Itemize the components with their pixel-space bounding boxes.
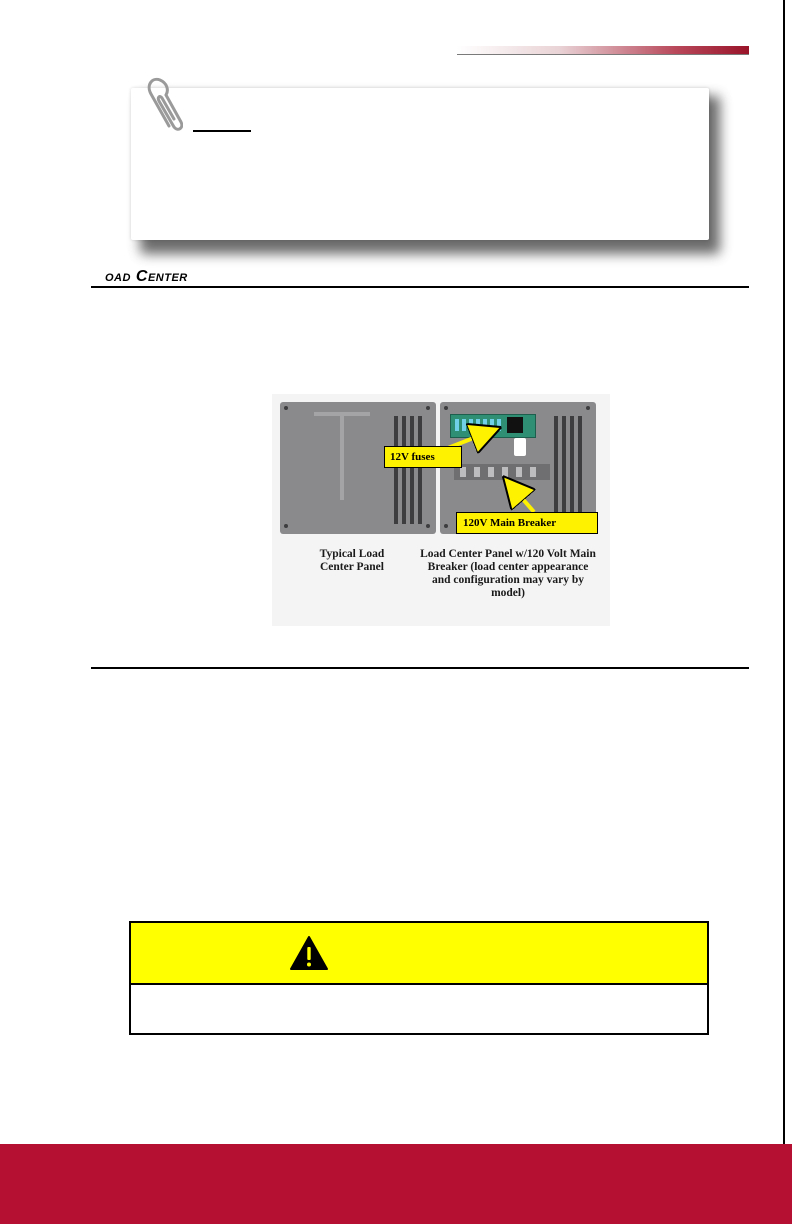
- header-accent-line: [457, 54, 749, 55]
- warning-triangle-icon: [289, 935, 329, 971]
- note-box: [131, 88, 709, 240]
- section-title: oad Center: [105, 268, 188, 285]
- header-accent-bar: [457, 46, 749, 54]
- caption-typical-panel: Typical Load Center Panel: [319, 548, 385, 573]
- paperclip-icon: [143, 74, 183, 132]
- section-divider-bottom: [91, 667, 749, 669]
- section-divider-top: [91, 286, 749, 288]
- fuses-callout: 12V fuses: [384, 446, 462, 468]
- caution-box: [129, 921, 709, 1035]
- note-label: [193, 112, 251, 132]
- caution-header: [131, 923, 707, 985]
- footer-bar: [0, 1144, 792, 1224]
- breaker-arrow: [508, 482, 534, 512]
- caption-main-breaker-panel: Load Center Panel w/120 Volt Main Breaker (load center appearance and configuration may vary by model): [420, 548, 596, 599]
- page-edge-rule: [783, 0, 785, 1224]
- load-center-figure: [272, 394, 610, 626]
- main-breaker-callout: 120V Main Breaker: [456, 512, 598, 534]
